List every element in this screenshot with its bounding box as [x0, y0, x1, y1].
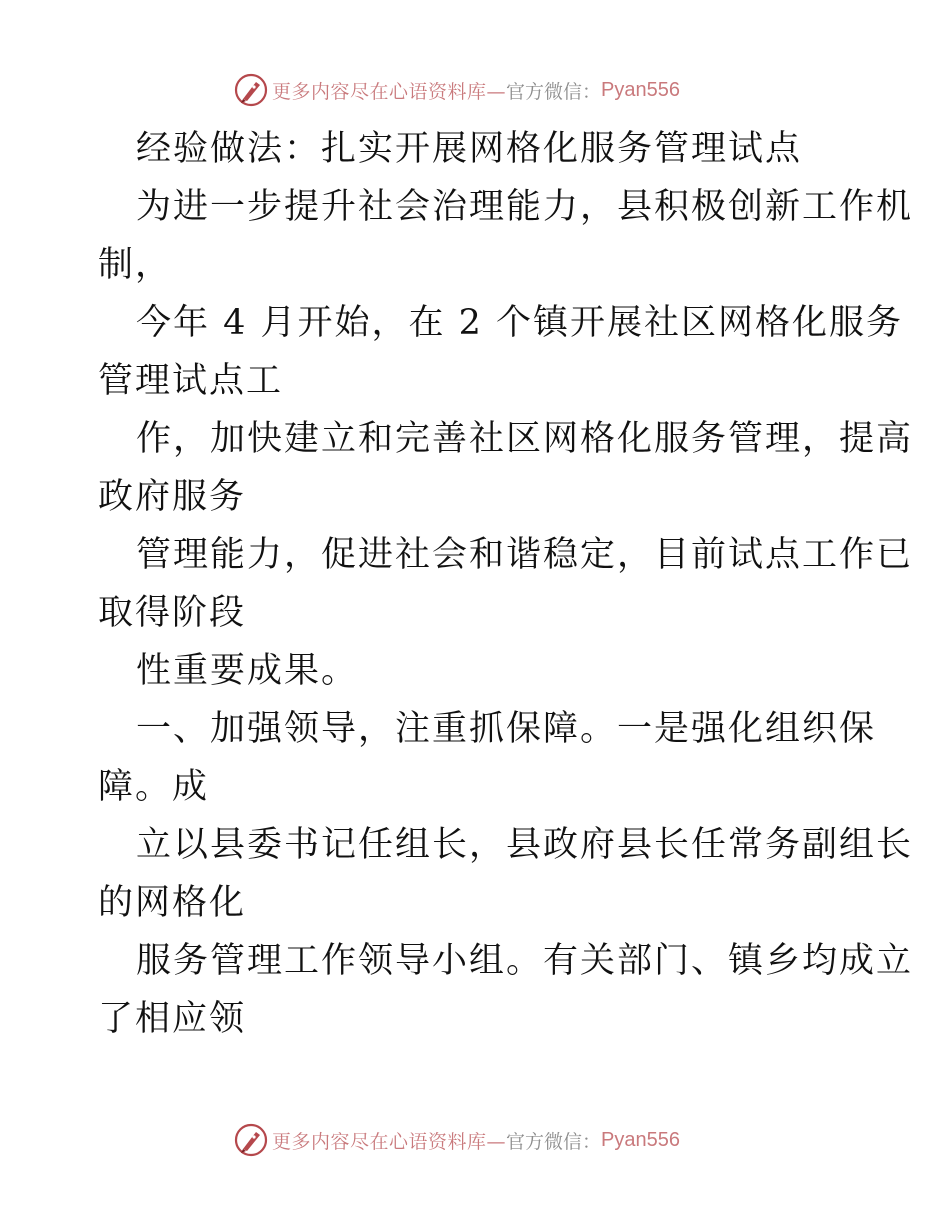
- text-line: 的网格化: [98, 883, 247, 923]
- section-heading-line: 一、加强领导，注重抓保障。一是强化组织保: [136, 709, 877, 749]
- document-body: [98, 120, 914, 1048]
- text-line: 服务管理工作领导小组。有关部门、镇乡均成立: [136, 941, 914, 981]
- text-line: 管理能力，促进社会和谐稳定，目前试点工作已: [136, 535, 914, 575]
- text-line: 管理试点工: [98, 361, 284, 401]
- watermark-wechat-id: Pyan556: [601, 78, 680, 101]
- document-title: 经验做法：扎实开展网格化服务管理试点: [136, 129, 803, 169]
- text-line: 为进一步提升社会治理能力，县积极创新工作机: [136, 187, 914, 227]
- text-line: 作，加快建立和完善社区网格化服务管理，提高: [136, 419, 914, 459]
- text-line: 性重要成果。: [136, 651, 359, 691]
- watermark-wechat-label: 官方微信：: [506, 1130, 602, 1153]
- watermark-text: 更多内容尽在心语资料库—: [272, 80, 507, 103]
- text-line: 今年 4 月开始，在 2 个镇开展社区网格化服务: [136, 303, 904, 343]
- pen-logo-icon: [234, 73, 268, 107]
- pen-logo-icon: [234, 1123, 268, 1157]
- text-line: 立以县委书记任组长，县政府县长任常务副组长: [136, 825, 914, 865]
- text-line: 了相应领: [98, 999, 247, 1039]
- text-line: 取得阶段: [98, 593, 247, 633]
- text-line: 政府服务: [98, 477, 247, 517]
- header-watermark: [234, 72, 680, 108]
- watermark-wechat-label: 官方微信：: [506, 80, 602, 103]
- text-line: 障。成: [98, 767, 210, 807]
- footer-watermark: [234, 1122, 680, 1158]
- watermark-wechat-id: Pyan556: [601, 1128, 680, 1151]
- watermark-text: 更多内容尽在心语资料库—: [272, 1130, 507, 1153]
- text-line: 制，: [98, 245, 173, 285]
